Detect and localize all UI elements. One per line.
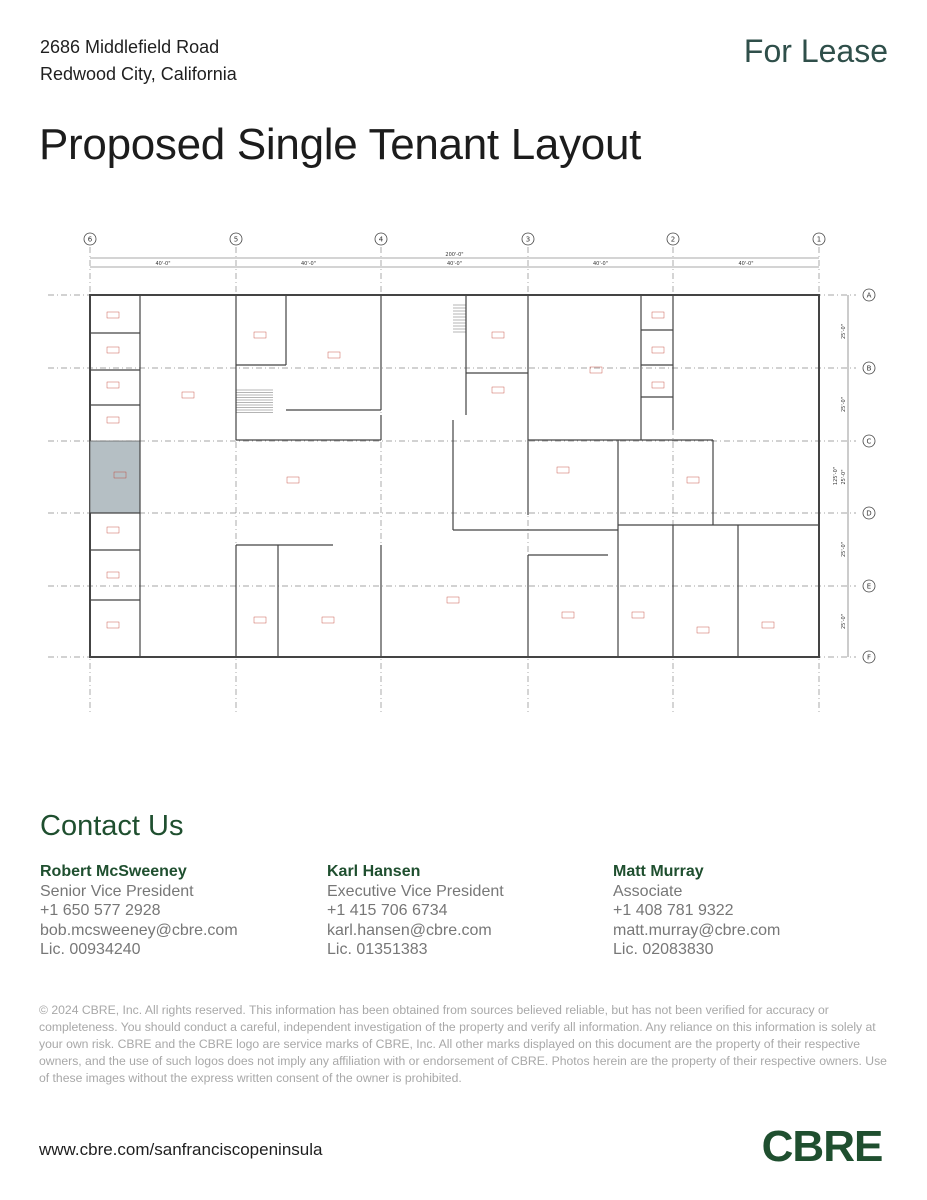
contact-title: Associate (613, 882, 683, 900)
room-tag (652, 312, 664, 318)
column-label: 4 (378, 235, 384, 244)
room-tag (562, 612, 574, 618)
row-label: A (866, 291, 872, 300)
room-tag (328, 352, 340, 358)
room-tag (762, 622, 774, 628)
contact-email[interactable]: matt.murray@cbre.com (613, 921, 781, 939)
contact-heading: Contact Us (40, 810, 184, 842)
floor-plan (48, 225, 883, 720)
contact-phone[interactable]: +1 415 706 6734 (327, 902, 448, 920)
room-tag (287, 477, 299, 483)
room-tag (322, 617, 334, 623)
room-tag (107, 347, 119, 353)
column-label: 1 (816, 235, 822, 244)
room-tag (107, 382, 119, 388)
column-label: 5 (233, 235, 239, 244)
row-label: D (866, 509, 872, 518)
room-tag (447, 597, 459, 603)
room-tag (107, 572, 119, 578)
room-tag (492, 387, 504, 393)
row-dimension-label: 25'-0" (841, 469, 847, 485)
contact-card (613, 862, 780, 960)
room-tag (107, 527, 119, 533)
property-address (40, 34, 237, 88)
room-tag (652, 382, 664, 388)
contact-name: Robert McSweeney (40, 863, 187, 880)
row-dimension-label: 25'-0" (841, 541, 847, 558)
contact-phone[interactable]: +1 408 781 9322 (613, 902, 734, 920)
contact-email[interactable]: bob.mcsweeney@cbre.com (40, 921, 238, 939)
column-label: 6 (87, 235, 93, 244)
contact-email[interactable]: karl.hansen@cbre.com (327, 921, 492, 939)
lease-status: For Lease (743, 33, 888, 69)
room-tag (182, 392, 194, 398)
row-label: F (866, 653, 872, 662)
bay-dimension-label: 40'-0" (738, 261, 754, 267)
row-label: B (866, 364, 872, 373)
row-label: E (866, 582, 872, 591)
room-tag (632, 612, 644, 618)
bay-dimension-label: 40'-0" (155, 261, 171, 267)
contact-license: Lic. 02083830 (613, 941, 714, 959)
row-dimension-label: 25'-0" (841, 323, 847, 340)
cbre-logo (752, 1120, 892, 1168)
column-label: 2 (670, 235, 676, 244)
cbre-logo-text: CBRE (761, 1122, 883, 1168)
website-link[interactable]: www.cbre.com/sanfranciscopeninsula (39, 1140, 323, 1159)
room-tag (107, 622, 119, 628)
contact-card (40, 862, 238, 960)
room-tag (697, 627, 709, 633)
address-line-1: 2686 Middlefield Road (40, 37, 220, 57)
room-tag (254, 332, 266, 338)
contact-phone[interactable]: +1 650 577 2928 (40, 902, 161, 920)
row-dimension-label: 25'-0" (841, 396, 847, 413)
address-line-2: Redwood City, California (40, 64, 237, 84)
room-tag (557, 467, 569, 473)
row-dimension-label: 25'-0" (841, 613, 847, 630)
contact-title: Executive Vice President (327, 882, 504, 900)
contact-name: Matt Murray (613, 863, 704, 880)
row-label: C (866, 437, 872, 446)
contact-name: Karl Hansen (327, 863, 421, 880)
contact-card (327, 862, 504, 960)
room-tag (254, 617, 266, 623)
room-tag (687, 477, 699, 483)
overall-dimension-label: 200'-0" (445, 252, 464, 258)
column-label: 3 (525, 235, 531, 244)
overall-depth-label: 125'-0" (833, 466, 839, 486)
legal-disclaimer: © 2024 CBRE, Inc. All rights reserved. This information has been obtained from sources believed reliable, but has not been verified for accuracy or completeness. You should conduct a careful, independent investigation of the property and verify all information. Any reliance on this information is solely at your own risk. CBRE and the CBRE logo are service marks of CBRE, Inc. All other marks displayed on this document are the property of their respective owners, and the use of such logos does not imply any affiliation with or endorsement of CBRE. Photos herein are the property of their respective owners. Use of these images without the express written consent of the owner is prohibited. (39, 1003, 887, 1085)
contact-title: Senior Vice President (40, 882, 194, 900)
room-tag (107, 417, 119, 423)
page-title: Proposed Single Tenant Layout (39, 120, 642, 169)
room-tag (492, 332, 504, 338)
bay-dimension-label: 40'-0" (446, 261, 463, 267)
contact-license: Lic. 00934240 (40, 941, 141, 959)
bay-dimension-label: 40'-0" (592, 261, 609, 267)
room-tag (107, 312, 119, 318)
bay-dimension-label: 40'-0" (300, 261, 317, 267)
room-tag (652, 347, 664, 353)
contact-license: Lic. 01351383 (327, 941, 428, 959)
